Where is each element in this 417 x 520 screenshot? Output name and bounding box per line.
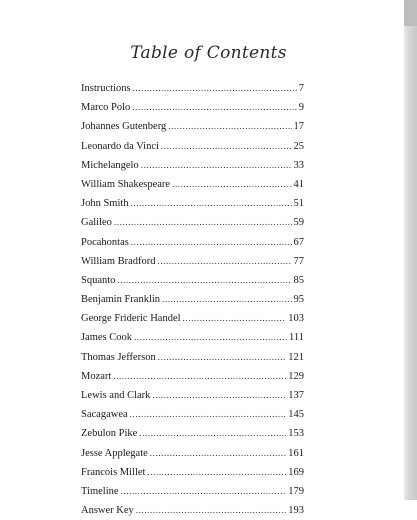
toc-entry — [81, 444, 304, 463]
toc-entry-label: Johannes Gutenberg — [81, 121, 167, 133]
page-title: Table of Contents — [130, 43, 287, 63]
toc-entry — [81, 213, 304, 232]
toc-entry-label: Mozart — [81, 370, 112, 382]
toc-entry-label: Leonardo da Vinci — [81, 140, 159, 152]
toc-dot-leader — [139, 424, 286, 443]
toc-entry — [81, 348, 304, 367]
toc-dot-leader — [161, 137, 292, 156]
toc-entry-label: Zebulon Pike — [81, 428, 138, 440]
toc-entry-page-number: 77 — [293, 255, 304, 267]
toc-entry-page-number: 153 — [288, 428, 304, 440]
toc-entry-page-number: 145 — [288, 409, 304, 421]
toc-dot-leader — [136, 501, 286, 520]
toc-entry — [81, 463, 304, 482]
toc-entry-label: Thomas Jefferson — [81, 351, 156, 363]
toc-entry — [81, 271, 304, 290]
toc-entry — [81, 137, 304, 156]
toc-entry-page-number: 129 — [288, 370, 304, 382]
toc-entry-page-number: 17 — [293, 121, 304, 133]
toc-entry-label: Answer Key — [81, 505, 134, 517]
toc-entry-label: George Frideric Handel — [81, 313, 181, 325]
toc-entry-page-number: 25 — [293, 140, 304, 152]
toc-entry-label: Galileo — [81, 217, 112, 229]
toc-entry-page-number: 59 — [293, 217, 304, 229]
toc-entry — [81, 252, 304, 271]
toc-entry — [81, 194, 304, 213]
toc-entry-page-number: 111 — [289, 332, 304, 344]
toc-entry-page-number: 51 — [293, 198, 304, 210]
toc-entry — [81, 405, 304, 424]
page-edge-shadow — [404, 0, 417, 500]
toc-entry-page-number: 121 — [288, 351, 304, 363]
toc-entry — [81, 233, 304, 252]
toc-dot-leader — [152, 386, 286, 405]
toc-entry — [81, 175, 304, 194]
toc-entry — [81, 386, 304, 405]
toc-entry-page-number: 67 — [293, 236, 304, 248]
toc-entry-page-number: 103 — [288, 313, 304, 325]
toc-entry-label: John Smith — [81, 198, 129, 210]
toc-entry-label: Pocahontas — [81, 236, 129, 248]
toc-entry-label: Michelangelo — [81, 159, 139, 171]
toc-entry-label: Jesse Applegate — [81, 447, 148, 459]
toc-entry-page-number: 137 — [288, 390, 304, 401]
toc-entry-page-number: 41 — [293, 178, 304, 190]
toc-entry — [81, 328, 304, 347]
toc-dot-leader — [114, 213, 292, 232]
toc-entry-label: William Shakespeare — [81, 178, 171, 190]
toc-dot-leader — [158, 348, 287, 367]
toc-entry-label: William Bradford — [81, 255, 156, 267]
toc-dot-leader — [131, 194, 292, 213]
toc-entry-page-number: 9 — [298, 102, 304, 114]
table-of-contents — [81, 79, 304, 520]
page-edge-top-shade — [404, 0, 417, 26]
toc-entry — [81, 79, 304, 98]
toc-dot-leader — [172, 175, 291, 194]
toc-entry-label: Marco Polo — [81, 102, 131, 114]
toc-entry-page-number: 33 — [293, 159, 304, 171]
toc-entry-label: Francois Millet — [81, 466, 146, 478]
toc-entry — [81, 501, 304, 520]
toc-entry — [81, 424, 304, 443]
toc-dot-leader — [183, 309, 287, 328]
toc-dot-leader — [147, 463, 286, 482]
toc-entry — [81, 482, 304, 501]
toc-entry — [81, 156, 304, 175]
toc-dot-leader — [117, 271, 291, 290]
toc-dot-leader — [113, 367, 286, 386]
toc-entry-label: Sacagawea — [81, 409, 128, 421]
toc-dot-leader — [168, 117, 291, 136]
toc-entry — [81, 309, 304, 328]
toc-entry-page-number: 179 — [288, 485, 304, 497]
toc-dot-leader — [131, 233, 292, 252]
toc-dot-leader — [130, 405, 287, 424]
toc-entry-page-number: 7 — [298, 83, 304, 94]
toc-entry — [81, 98, 304, 117]
toc-entry-page-number: 161 — [288, 447, 304, 459]
toc-entry-page-number: 193 — [288, 505, 304, 517]
toc-entry-page-number: 95 — [293, 294, 304, 306]
toc-entry-label: Timeline — [81, 485, 119, 497]
toc-entry-label: Lewis and Clark — [81, 390, 151, 401]
toc-entry-label: Instructions — [81, 83, 131, 94]
toc-entry — [81, 290, 304, 309]
toc-entry-page-number: 85 — [293, 274, 304, 286]
toc-dot-leader — [141, 156, 292, 175]
toc-dot-leader — [132, 98, 296, 117]
toc-dot-leader — [162, 290, 291, 309]
toc-dot-leader — [134, 328, 287, 347]
toc-entry — [81, 117, 304, 136]
toc-dot-leader — [133, 79, 297, 98]
toc-entry — [81, 367, 304, 386]
toc-dot-leader — [150, 444, 286, 463]
toc-dot-leader — [121, 482, 287, 501]
toc-dot-leader — [158, 252, 292, 271]
toc-entry-label: Benjamin Franklin — [81, 294, 161, 306]
toc-entry-page-number: 169 — [288, 466, 304, 478]
toc-entry-label: James Cook — [81, 332, 133, 344]
toc-entry-label: Squanto — [81, 274, 116, 286]
